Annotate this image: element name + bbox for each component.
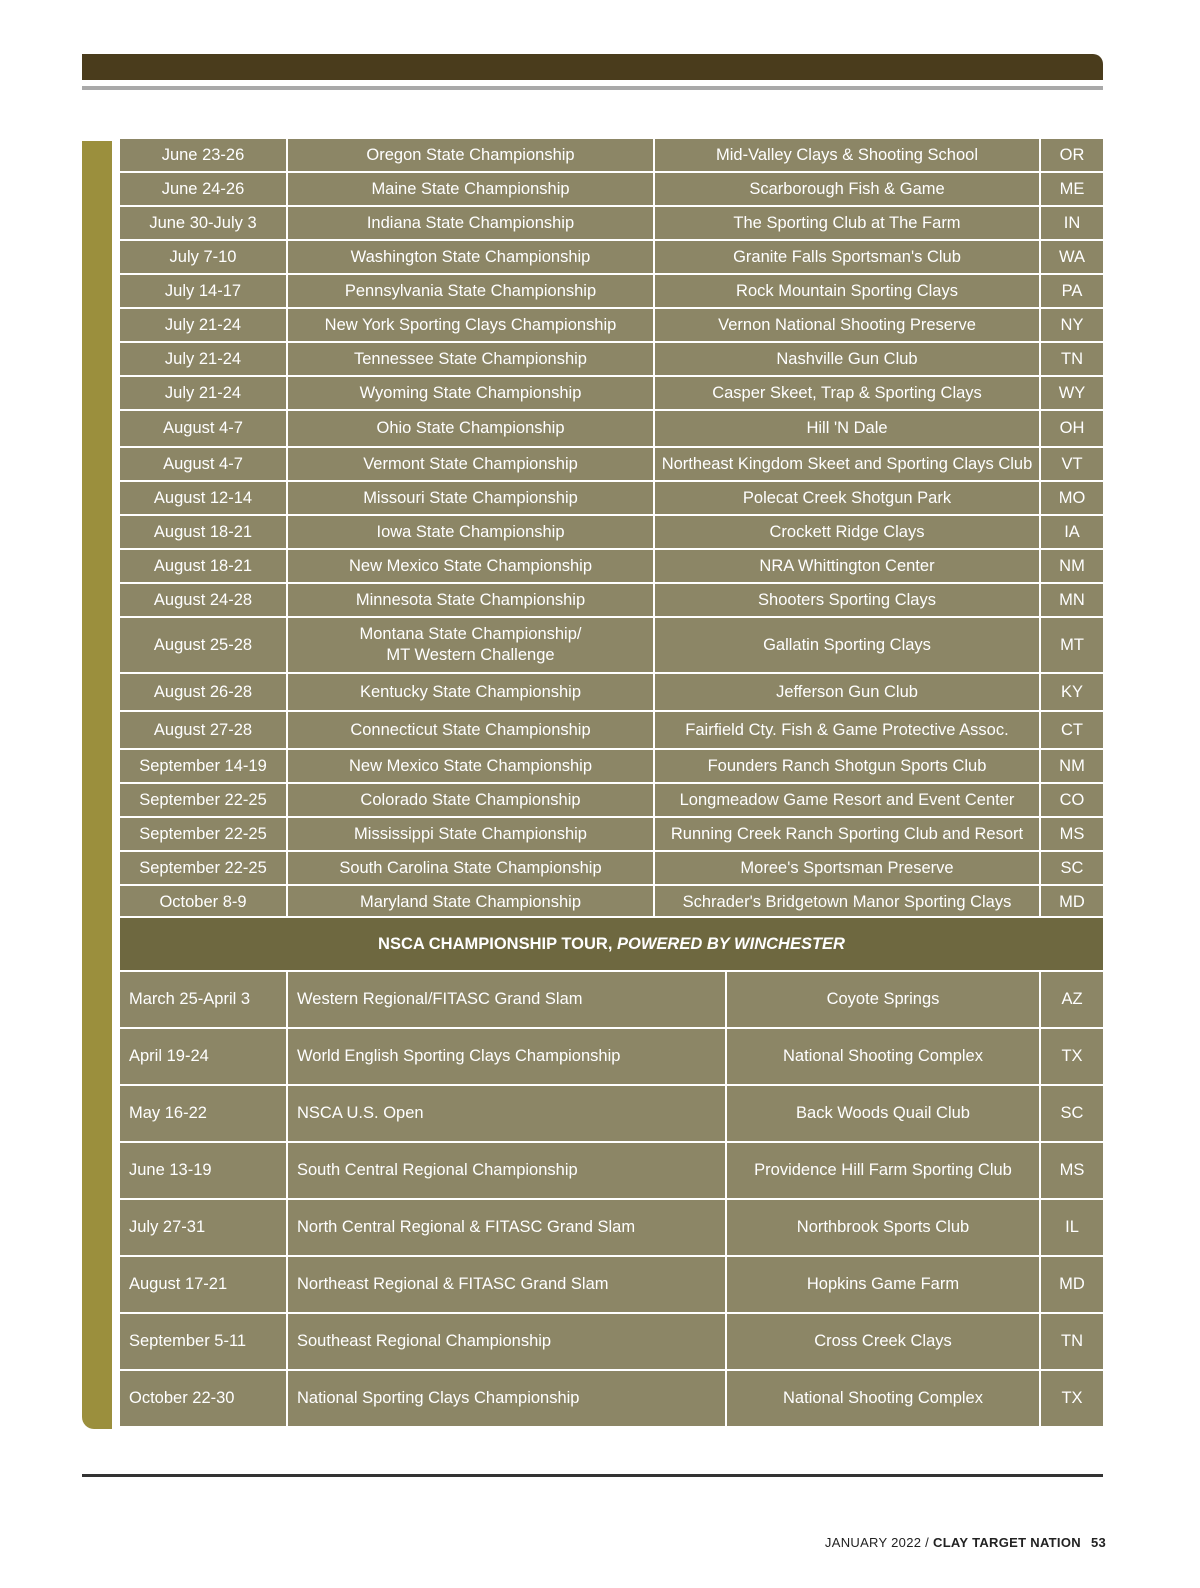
event-cell: New York Sporting Clays Championship xyxy=(287,308,654,342)
club-cell: Back Woods Quail Club xyxy=(726,1085,1040,1142)
state-cell: SC xyxy=(1040,1085,1104,1142)
event-cell: Ohio State Championship xyxy=(287,410,654,447)
date-cell: September 22-25 xyxy=(119,851,287,885)
state-cell: VT xyxy=(1040,447,1104,481)
state-cell: WY xyxy=(1040,376,1104,410)
event-cell: Northeast Regional & FITASC Grand Slam xyxy=(287,1256,726,1313)
state-cell: NY xyxy=(1040,308,1104,342)
footer-rule xyxy=(82,1474,1103,1477)
date-cell: June 13-19 xyxy=(119,1142,287,1199)
club-cell: Hill 'N Dale xyxy=(654,410,1040,447)
state-cell: OH xyxy=(1040,410,1104,447)
state-cell: WA xyxy=(1040,240,1104,274)
state-cell: KY xyxy=(1040,673,1104,711)
table-row xyxy=(119,1256,1104,1313)
event-cell: Missouri State Championship xyxy=(287,481,654,515)
club-cell: Granite Falls Sportsman's Club xyxy=(654,240,1040,274)
club-cell: Nashville Gun Club xyxy=(654,342,1040,376)
state-cell: PA xyxy=(1040,274,1104,308)
state-cell: TX xyxy=(1040,1028,1104,1085)
club-cell: Rock Mountain Sporting Clays xyxy=(654,274,1040,308)
table-row xyxy=(119,711,1104,749)
date-cell: August 25-28 xyxy=(119,617,287,673)
date-cell: August 4-7 xyxy=(119,447,287,481)
table-row xyxy=(119,749,1104,783)
event-cell: NSCA U.S. Open xyxy=(287,1085,726,1142)
date-cell: August 17-21 xyxy=(119,1256,287,1313)
state-cell: IN xyxy=(1040,206,1104,240)
club-cell: Vernon National Shooting Preserve xyxy=(654,308,1040,342)
club-cell: Cross Creek Clays xyxy=(726,1313,1040,1370)
state-cell: TN xyxy=(1040,1313,1104,1370)
club-cell: Schrader's Bridgetown Manor Sporting Clays xyxy=(654,885,1040,919)
date-cell: June 23-26 xyxy=(119,139,287,172)
event-cell: World English Sporting Clays Championship xyxy=(287,1028,726,1085)
event-cell: Western Regional/FITASC Grand Slam xyxy=(287,971,726,1028)
state-cell: TN xyxy=(1040,342,1104,376)
event-cell: Tennessee State Championship xyxy=(287,342,654,376)
club-cell: Providence Hill Farm Sporting Club xyxy=(726,1142,1040,1199)
state-cell: MD xyxy=(1040,1256,1104,1313)
event-cell: Connecticut State Championship xyxy=(287,711,654,749)
date-cell: October 22-30 xyxy=(119,1370,287,1427)
table-row xyxy=(119,172,1104,206)
club-cell: Founders Ranch Shotgun Sports Club xyxy=(654,749,1040,783)
event-cell: Southeast Regional Championship xyxy=(287,1313,726,1370)
state-cell: CT xyxy=(1040,711,1104,749)
date-cell: July 27-31 xyxy=(119,1199,287,1256)
state-cell: TX xyxy=(1040,1370,1104,1427)
state-cell: AZ xyxy=(1040,971,1104,1028)
state-cell: MO xyxy=(1040,481,1104,515)
club-cell: Scarborough Fish & Game xyxy=(654,172,1040,206)
date-cell: August 27-28 xyxy=(119,711,287,749)
club-cell: Gallatin Sporting Clays xyxy=(654,617,1040,673)
table-row xyxy=(119,1142,1104,1199)
state-cell: MD xyxy=(1040,885,1104,919)
table-row xyxy=(119,139,1104,172)
tour-header-row xyxy=(119,917,1104,971)
date-cell: September 22-25 xyxy=(119,783,287,817)
date-cell: August 18-21 xyxy=(119,549,287,583)
state-cell: IA xyxy=(1040,515,1104,549)
club-cell: Polecat Creek Shotgun Park xyxy=(654,481,1040,515)
event-cell: Oregon State Championship xyxy=(287,139,654,172)
table-row xyxy=(119,1085,1104,1142)
table-row xyxy=(119,549,1104,583)
date-cell: August 12-14 xyxy=(119,481,287,515)
event-cell: Pennsylvania State Championship xyxy=(287,274,654,308)
event-cell: Mississippi State Championship xyxy=(287,817,654,851)
table-row xyxy=(119,410,1104,447)
state-cell: NM xyxy=(1040,549,1104,583)
club-cell: Crockett Ridge Clays xyxy=(654,515,1040,549)
club-cell: Mid-Valley Clays & Shooting School xyxy=(654,139,1040,172)
header-bar xyxy=(82,54,1103,80)
event-cell: Kentucky State Championship xyxy=(287,673,654,711)
date-cell: August 18-21 xyxy=(119,515,287,549)
event-cell: Iowa State Championship xyxy=(287,515,654,549)
table-row xyxy=(119,1313,1104,1370)
club-cell: Northbrook Sports Club xyxy=(726,1199,1040,1256)
date-cell: July 21-24 xyxy=(119,308,287,342)
table-row xyxy=(119,240,1104,274)
table-row xyxy=(119,342,1104,376)
date-cell: July 14-17 xyxy=(119,274,287,308)
date-cell: July 7-10 xyxy=(119,240,287,274)
date-cell: June 24-26 xyxy=(119,172,287,206)
event-line: MT Western Challenge xyxy=(386,646,555,664)
table-row xyxy=(119,851,1104,885)
footer-magazine: CLAY TARGET NATION xyxy=(933,1535,1081,1550)
state-cell: MT xyxy=(1040,617,1104,673)
club-cell: Hopkins Game Farm xyxy=(726,1256,1040,1313)
championship-tour-table xyxy=(118,916,1105,1428)
state-championships-table xyxy=(118,139,1105,920)
state-cell: NM xyxy=(1040,749,1104,783)
club-cell: The Sporting Club at The Farm xyxy=(654,206,1040,240)
club-cell: Fairfield Cty. Fish & Game Protective Assoc. xyxy=(654,711,1040,749)
event-line: Montana State Championship/ xyxy=(359,625,582,643)
footer-issue: JANUARY 2022 / xyxy=(824,1535,933,1550)
club-cell: Coyote Springs xyxy=(726,971,1040,1028)
state-cell: SC xyxy=(1040,851,1104,885)
tour-header-sponsor: POWERED BY WINCHESTER xyxy=(617,934,845,953)
table-row xyxy=(119,1370,1104,1427)
club-cell: NRA Whittington Center xyxy=(654,549,1040,583)
date-cell: August 24-28 xyxy=(119,583,287,617)
club-cell: Moree's Sportsman Preserve xyxy=(654,851,1040,885)
table-row xyxy=(119,583,1104,617)
table-row xyxy=(119,308,1104,342)
tour-header-text: NSCA CHAMPIONSHIP TOUR, xyxy=(378,934,617,953)
date-cell: July 21-24 xyxy=(119,376,287,410)
table-row xyxy=(119,885,1104,919)
event-cell: Washington State Championship xyxy=(287,240,654,274)
table-row xyxy=(119,783,1104,817)
date-cell: July 21-24 xyxy=(119,342,287,376)
table-row xyxy=(119,673,1104,711)
club-cell: National Shooting Complex xyxy=(726,1370,1040,1427)
state-cell: MS xyxy=(1040,817,1104,851)
event-cell: Maine State Championship xyxy=(287,172,654,206)
club-cell: Longmeadow Game Resort and Event Center xyxy=(654,783,1040,817)
state-cell: MS xyxy=(1040,1142,1104,1199)
event-cell: National Sporting Clays Championship xyxy=(287,1370,726,1427)
date-cell: June 30-July 3 xyxy=(119,206,287,240)
table-row xyxy=(119,1028,1104,1085)
date-cell: April 19-24 xyxy=(119,1028,287,1085)
event-cell: Minnesota State Championship xyxy=(287,583,654,617)
table-row xyxy=(119,617,1104,673)
event-cell: Maryland State Championship xyxy=(287,885,654,919)
event-cell: Wyoming State Championship xyxy=(287,376,654,410)
state-cell: OR xyxy=(1040,139,1104,172)
date-cell: September 22-25 xyxy=(119,817,287,851)
header-rule xyxy=(82,86,1103,90)
date-cell: September 5-11 xyxy=(119,1313,287,1370)
table-row xyxy=(119,447,1104,481)
event-cell: South Carolina State Championship xyxy=(287,851,654,885)
date-cell: May 16-22 xyxy=(119,1085,287,1142)
date-cell: August 26-28 xyxy=(119,673,287,711)
event-cell: Indiana State Championship xyxy=(287,206,654,240)
tour-header xyxy=(119,917,1104,971)
club-cell: Shooters Sporting Clays xyxy=(654,583,1040,617)
table-row xyxy=(119,971,1104,1028)
table-row xyxy=(119,274,1104,308)
date-cell: September 14-19 xyxy=(119,749,287,783)
date-cell: August 4-7 xyxy=(119,410,287,447)
event-cell xyxy=(287,617,654,673)
club-cell: Casper Skeet, Trap & Sporting Clays xyxy=(654,376,1040,410)
state-cell: MN xyxy=(1040,583,1104,617)
table-row xyxy=(119,817,1104,851)
table-row xyxy=(119,206,1104,240)
state-cell: IL xyxy=(1040,1199,1104,1256)
event-cell: Colorado State Championship xyxy=(287,783,654,817)
table-row xyxy=(119,376,1104,410)
page-footer xyxy=(825,1535,1106,1550)
table-row xyxy=(119,515,1104,549)
club-cell: National Shooting Complex xyxy=(726,1028,1040,1085)
event-cell: New Mexico State Championship xyxy=(287,749,654,783)
page-number: 53 xyxy=(1090,1535,1106,1550)
date-cell: October 8-9 xyxy=(119,885,287,919)
state-cell: ME xyxy=(1040,172,1104,206)
table-row xyxy=(119,1199,1104,1256)
side-accent-stripe xyxy=(82,141,112,1429)
date-cell: March 25-April 3 xyxy=(119,971,287,1028)
event-cell: New Mexico State Championship xyxy=(287,549,654,583)
event-cell: Vermont State Championship xyxy=(287,447,654,481)
state-cell: CO xyxy=(1040,783,1104,817)
club-cell: Northeast Kingdom Skeet and Sporting Clays Club xyxy=(654,447,1040,481)
table-row xyxy=(119,481,1104,515)
club-cell: Jefferson Gun Club xyxy=(654,673,1040,711)
event-cell: South Central Regional Championship xyxy=(287,1142,726,1199)
club-cell: Running Creek Ranch Sporting Club and Resort xyxy=(654,817,1040,851)
event-cell: North Central Regional & FITASC Grand Slam xyxy=(287,1199,726,1256)
